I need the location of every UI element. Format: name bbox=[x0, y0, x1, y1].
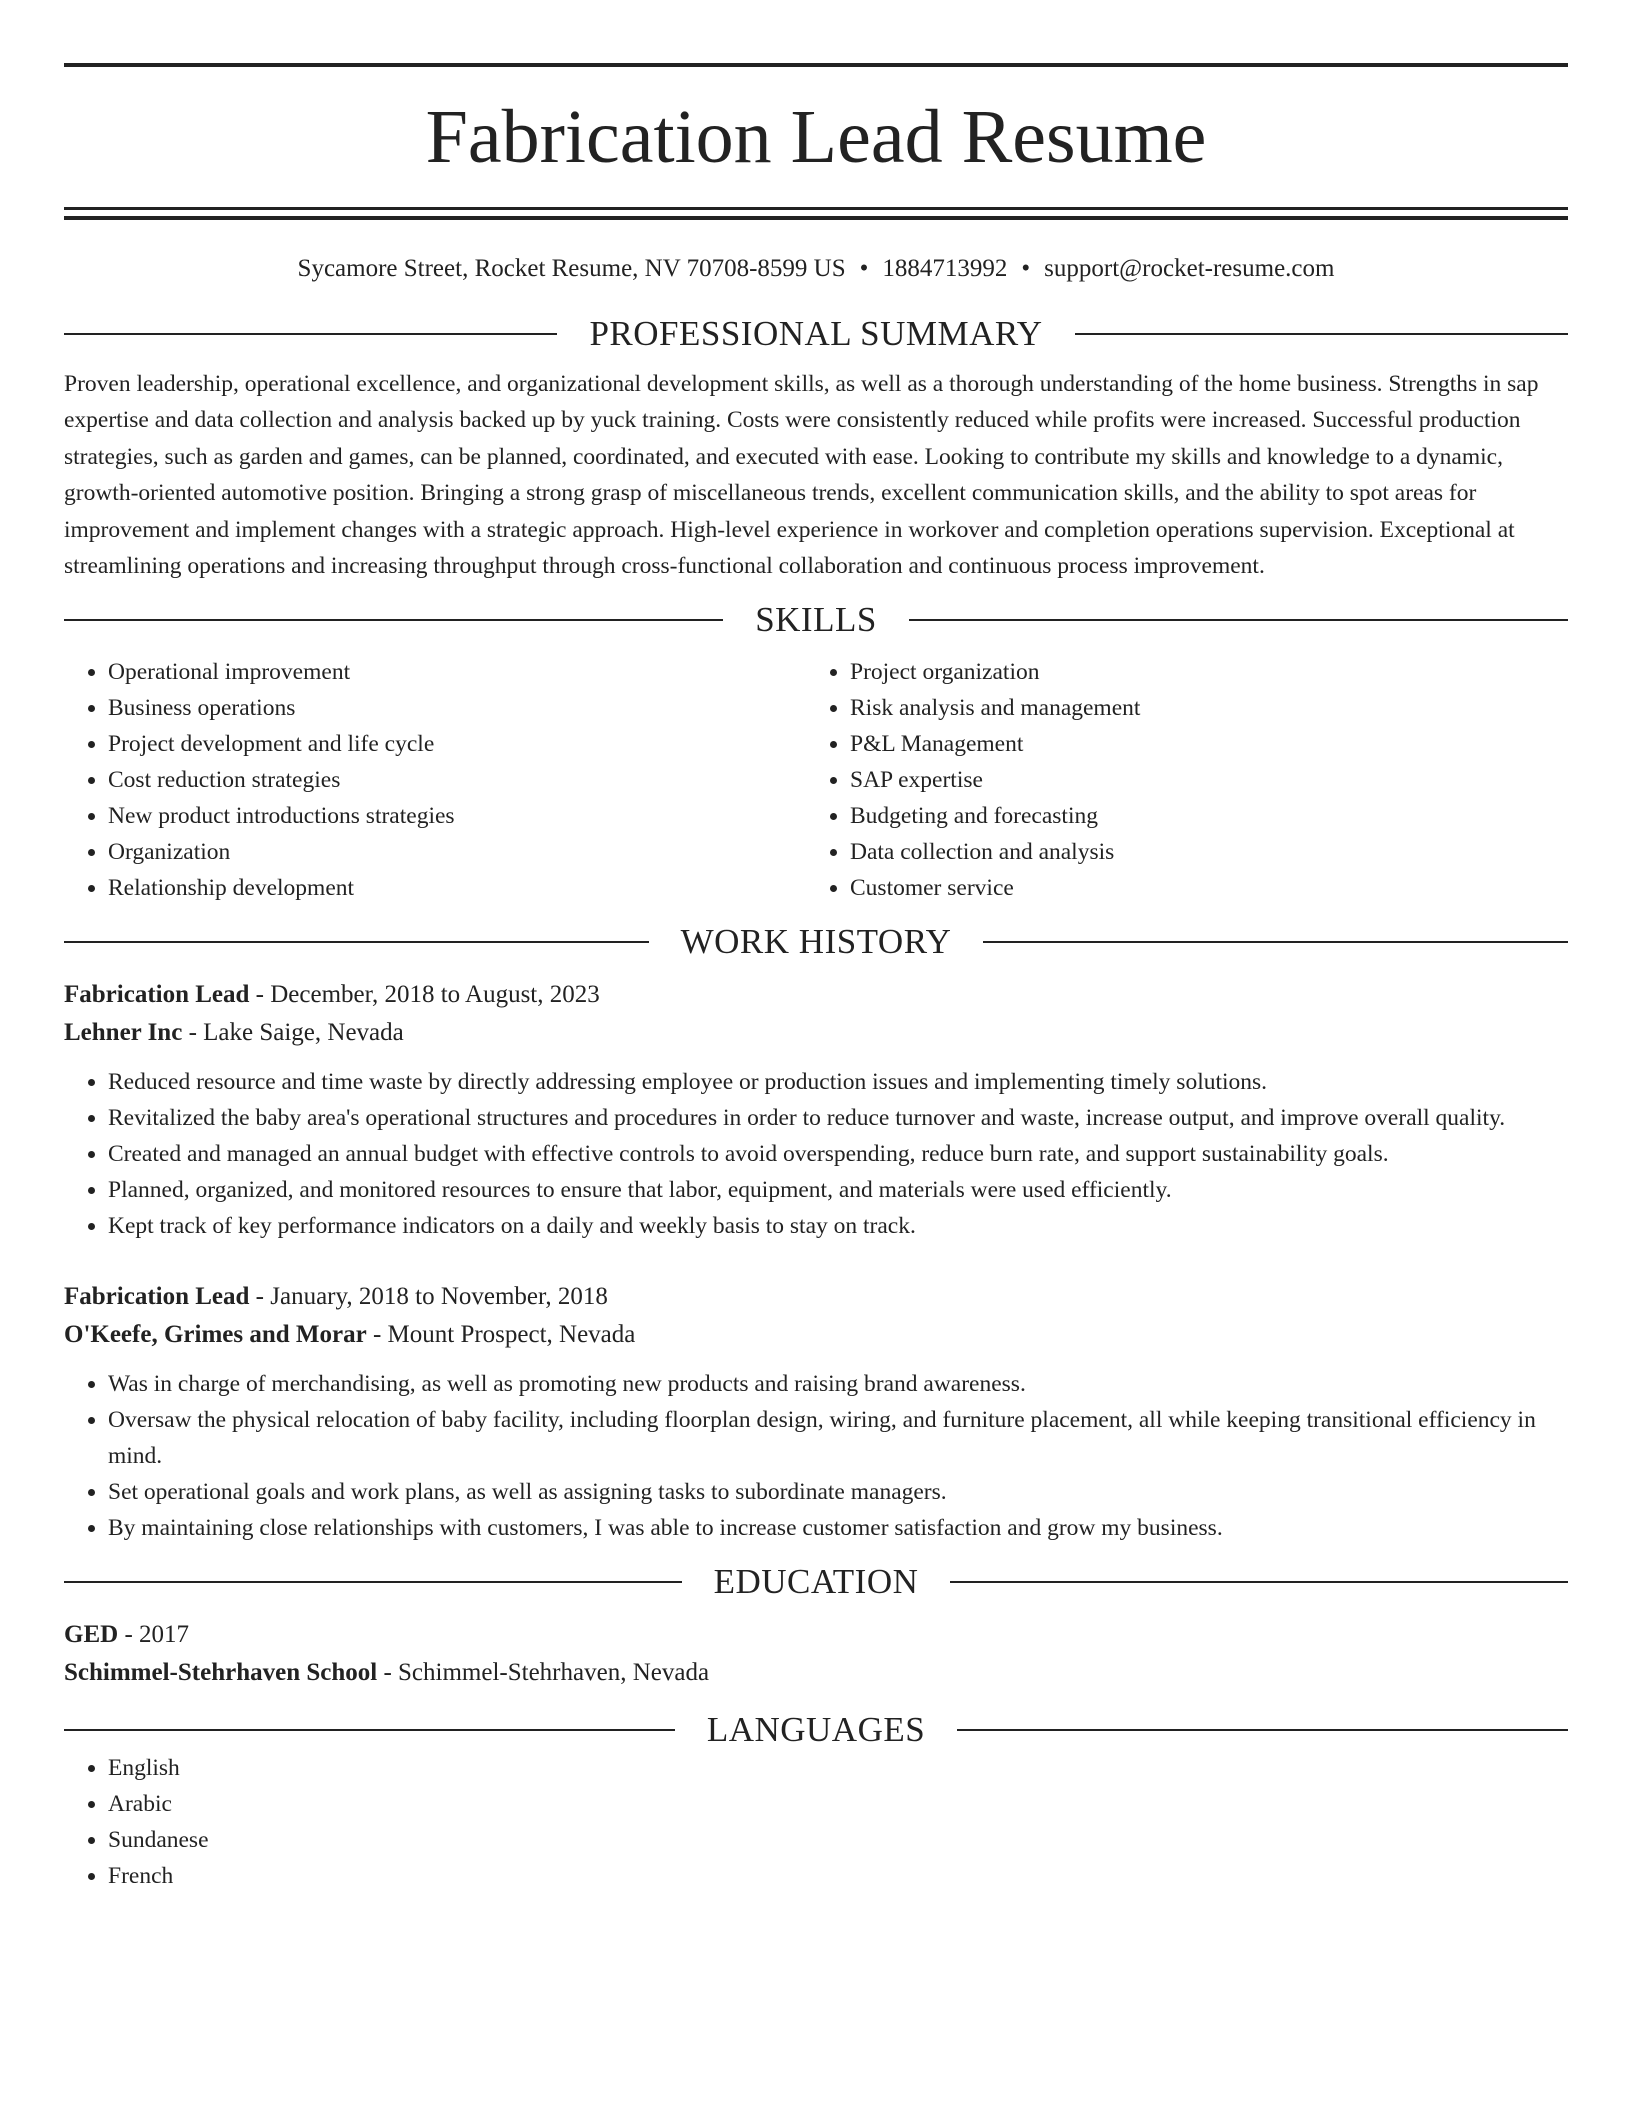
skill-item: • Cost reduction strategies bbox=[108, 762, 806, 798]
job-company: Lehner Inc bbox=[64, 1019, 183, 1047]
skill-item: • Organization bbox=[108, 834, 806, 870]
language-item: • French bbox=[108, 1858, 1568, 1894]
job-company-line bbox=[64, 1316, 1568, 1354]
education-location: - Schimmel-Stehrhaven, Nevada bbox=[377, 1659, 710, 1687]
job-location: - Lake Saige, Nevada bbox=[182, 1019, 404, 1047]
job-entry bbox=[64, 1278, 1568, 1546]
contact-separator: • bbox=[1021, 255, 1031, 282]
summary-section-header bbox=[64, 314, 1568, 354]
job-bullet: • Set operational goals and work plans, as well as assigning tasks to subordinate managers. bbox=[108, 1474, 1568, 1510]
section-rule bbox=[909, 619, 1568, 621]
education-entry bbox=[64, 1616, 1568, 1692]
skills-heading: SKILLS bbox=[755, 600, 877, 640]
skill-item: • P&L Management bbox=[850, 726, 1548, 762]
job-bullet: • Reduced resource and time waste by directly addressing employee or production issues and implementing timely solutions. bbox=[108, 1064, 1568, 1100]
job-company: O'Keefe, Grimes and Morar bbox=[64, 1321, 367, 1349]
skill-item: • New product introductions strategies bbox=[108, 798, 806, 834]
job-bullet: • By maintaining close relationships with customers, I was able to increase customer satisfaction and grow my business. bbox=[108, 1510, 1568, 1546]
skills-column-left bbox=[64, 654, 806, 906]
section-rule bbox=[64, 333, 557, 335]
language-item: • Sundanese bbox=[108, 1822, 1568, 1858]
job-bullet: • Created and managed an annual budget with effective controls to avoid overspending, reduce burn rate, and support sustainability goals. bbox=[108, 1136, 1568, 1172]
section-rule bbox=[1075, 333, 1568, 335]
job-location: - Mount Prospect, Nevada bbox=[366, 1321, 636, 1349]
work-section-header bbox=[64, 922, 1568, 962]
job-dates: - December, 2018 to August, 2023 bbox=[249, 981, 600, 1009]
skill-item: • Risk analysis and management bbox=[850, 690, 1548, 726]
skills-column-right bbox=[806, 654, 1548, 906]
skills-list bbox=[64, 654, 1568, 906]
education-degree-line bbox=[64, 1616, 1568, 1654]
job-title: Fabrication Lead bbox=[64, 981, 250, 1009]
resume-page bbox=[64, 0, 1568, 1894]
top-rule bbox=[64, 63, 1568, 67]
education-degree: GED bbox=[64, 1621, 119, 1649]
job-bullet: • Was in charge of merchandising, as well as promoting new products and raising brand awareness. bbox=[108, 1366, 1568, 1402]
language-item: • Arabic bbox=[108, 1786, 1568, 1822]
job-title-line bbox=[64, 976, 1568, 1014]
job-bullet: • Planned, organized, and monitored resources to ensure that labor, equipment, and materials were used efficiently. bbox=[108, 1172, 1568, 1208]
skill-item: • Business operations bbox=[108, 690, 806, 726]
work-heading: WORK HISTORY bbox=[680, 922, 952, 962]
skill-item: • Project organization bbox=[850, 654, 1548, 690]
education-heading: EDUCATION bbox=[713, 1562, 919, 1602]
education-section-header bbox=[64, 1562, 1568, 1602]
section-rule bbox=[64, 941, 649, 943]
contact-separator: • bbox=[859, 255, 869, 282]
contact-phone: 1884713992 bbox=[882, 255, 1008, 282]
skills-section-header bbox=[64, 600, 1568, 640]
page-title: Fabrication Lead Resume bbox=[425, 95, 1207, 179]
contact-address: Sycamore Street, Rocket Resume, NV 70708-8599 US bbox=[297, 255, 846, 282]
section-rule bbox=[64, 1729, 675, 1731]
skill-item: • Operational improvement bbox=[108, 654, 806, 690]
job-title: Fabrication Lead bbox=[64, 1283, 250, 1311]
languages-heading: LANGUAGES bbox=[706, 1710, 926, 1750]
section-rule bbox=[957, 1729, 1568, 1731]
summary-heading: PROFESSIONAL SUMMARY bbox=[589, 314, 1043, 353]
contact-email: support@rocket-resume.com bbox=[1044, 255, 1335, 282]
title-double-rule bbox=[64, 207, 1568, 220]
section-rule bbox=[983, 941, 1568, 943]
skill-item: • Project development and life cycle bbox=[108, 726, 806, 762]
skill-item: • Budgeting and forecasting bbox=[850, 798, 1548, 834]
languages-section-header bbox=[64, 1710, 1568, 1750]
job-bullet: • Revitalized the baby area's operational structures and procedures in order to reduce turnover and waste, increase output, and improve overall quality. bbox=[108, 1100, 1568, 1136]
job-bullet: • Oversaw the physical relocation of baby facility, including floorplan design, wiring, and furniture placement, all while keeping transitional efficiency in mind. bbox=[108, 1402, 1568, 1474]
skill-item: • SAP expertise bbox=[850, 762, 1548, 798]
job-dates: - January, 2018 to November, 2018 bbox=[249, 1283, 608, 1311]
job-company-line bbox=[64, 1014, 1568, 1052]
job-bullets bbox=[64, 1366, 1568, 1546]
section-rule bbox=[64, 619, 723, 621]
section-rule bbox=[64, 1581, 682, 1583]
skill-item: • Data collection and analysis bbox=[850, 834, 1548, 870]
languages-list bbox=[64, 1750, 1568, 1894]
contact-line bbox=[64, 254, 1568, 284]
job-title-line bbox=[64, 1278, 1568, 1316]
education-school: Schimmel-Stehrhaven School bbox=[64, 1659, 378, 1687]
education-year: - 2017 bbox=[118, 1621, 190, 1649]
job-bullet: • Kept track of key performance indicators on a daily and weekly basis to stay on track. bbox=[108, 1208, 1568, 1244]
job-entry bbox=[64, 976, 1568, 1244]
language-item: • English bbox=[108, 1750, 1568, 1786]
education-school-line bbox=[64, 1654, 1568, 1692]
skill-item: • Customer service bbox=[850, 870, 1548, 906]
job-bullets bbox=[64, 1064, 1568, 1244]
summary-text: Proven leadership, operational excellence, and organizational development skills, as well as a thorough understanding of the home business. Strengths in sap expertise and data collection and analysis backed up by yuck training. Costs were consistently reduced while profits were increased. Successful production strategies, such as garden and games, can be planned, coordinated, and executed with ease. Looking to contribute my skills and knowledge to a dynamic, growth-oriented automotive position. Bringing a strong grasp of miscellaneous trends, excellent communication skills, and the ability to spot areas for improvement and implement changes with a strategic approach. High-level experience in workover and completion operations supervision. Exceptional at streamlining operations and increasing throughput through cross-functional collaboration and continuous process improvement. bbox=[64, 371, 1539, 580]
skill-item: • Relationship development bbox=[108, 870, 806, 906]
section-rule bbox=[950, 1581, 1568, 1583]
